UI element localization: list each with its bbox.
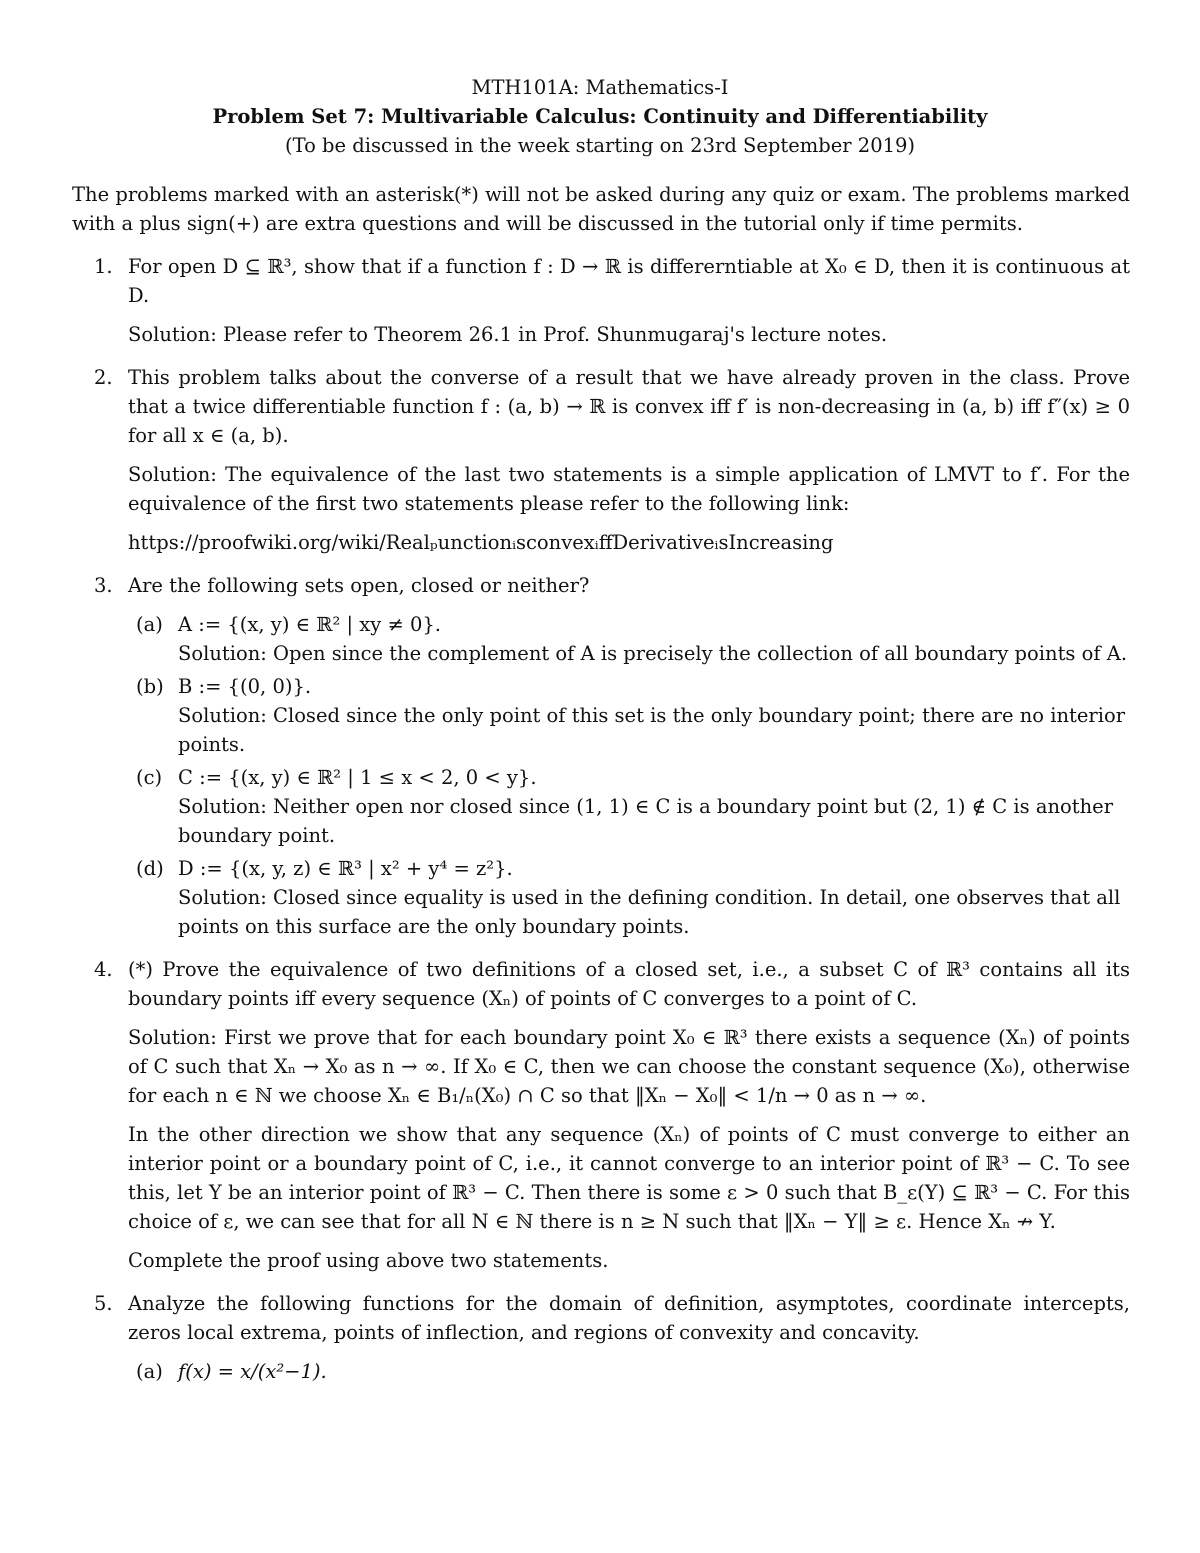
subpart-list: [128, 610, 1130, 941]
problem-list: [72, 252, 1130, 1400]
problem-statement: For open D ⊆ ℝ³, show that if a function f : D → ℝ is differerntiable at X₀ ∈ D, then it is continuous at D.: [128, 255, 1130, 307]
problem-number: 3.: [94, 574, 113, 597]
subpart-list: [128, 1357, 1130, 1386]
problem-number: 4.: [94, 958, 113, 981]
subpart-c: [128, 763, 1130, 850]
subpart-label: (c): [136, 766, 163, 789]
subpart-solution: Solution: Neither open nor closed since (1, 1) ∈ C is a boundary point but (2, 1) ∉ C is another boundary point.: [178, 795, 1114, 847]
problem-solution-part-3: Complete the proof using above two statements.: [128, 1249, 609, 1272]
problem-3: [72, 571, 1130, 941]
problem-solution-part-2: In the other direction we show that any sequence (Xₙ) of points of C must converge to either an interior point or a boundary point of C, i.e., it cannot converge to an interior point of ℝ³ − C. To see this, let Y be an interior point of ℝ³ − C. Then there is some ε > 0 such that B_ε(Y) ⊆ ℝ³ − C. For this choice of ε, we can see that for all N ∈ ℕ there is n ≥ N such that ‖Xₙ − Y‖ ≥ ε. Hence Xₙ ↛ Y.: [128, 1123, 1130, 1233]
problem-number: 1.: [94, 255, 113, 278]
problem-solution: Solution: The equivalence of the last two statements is a simple application of LMVT to f′. For the equivalence of the first two statements please refer to the following link:: [128, 463, 1130, 515]
problem-2: [72, 363, 1130, 557]
problem-number: 5.: [94, 1292, 113, 1315]
problem-statement: Analyze the following functions for the domain of definition, asymptotes, coordinate intercepts, zeros local extrema, points of inflection, and regions of convexity and concavity.: [128, 1292, 1130, 1344]
problem-5: [72, 1289, 1130, 1386]
subpart-solution: Solution: Open since the complement of A is precisely the collection of all boundary points of A.: [178, 642, 1128, 665]
problem-set-title: Problem Set 7: Multivariable Calculus: Continuity and Differentiability: [212, 105, 988, 128]
subpart-label: (a): [136, 613, 163, 636]
set-definition: C := {(x, y) ∈ ℝ² | 1 ≤ x < 2, 0 < y}.: [178, 766, 537, 789]
intro-paragraph: The problems marked with an asterisk(*) will not be asked during any quiz or exam. The problems marked with a plus sign(+) are extra questions and will be discussed in the tutorial only if time permits.: [72, 183, 1130, 235]
subpart-label: (b): [136, 675, 164, 698]
problem-solution: Solution: Please refer to Theorem 26.1 in Prof. Shunmugaraj's lecture notes.: [128, 323, 888, 346]
subpart-label: (d): [136, 857, 164, 880]
problem-statement: This problem talks about the converse of a result that we have already proven in the class. Prove that a twice differentiable function f : (a, b) → ℝ is convex iff f′ is non-decreasing in (a, b) iff f″(x) ≥ 0 for all x ∈ (a, b).: [128, 366, 1130, 447]
problem-1: [72, 252, 1130, 349]
function-definition: f(x) = x/(x²−1).: [178, 1360, 327, 1383]
subpart-a: [128, 610, 1130, 668]
course-title: MTH101A: Mathematics-I: [471, 76, 729, 99]
subpart-solution: Solution: Closed since the only point of this set is the only boundary point; there are no interior points.: [178, 704, 1126, 756]
solution-link[interactable]: https://proofwiki.org/wiki/RealₚunctionᵢsconvexᵢffDerivativeᵢsIncreasing: [128, 531, 834, 554]
problem-4: [72, 955, 1130, 1275]
set-definition: D := {(x, y, z) ∈ ℝ³ | x² + y⁴ = z²}.: [178, 857, 513, 880]
set-definition: A := {(x, y) ∈ ℝ² | xy ≠ 0}.: [178, 613, 442, 636]
problem-solution: Solution: First we prove that for each boundary point X₀ ∈ ℝ³ there exists a sequence (Xₙ) of points of C such that Xₙ → X₀ as n → ∞. If X₀ ∈ C, then we can choose the constant sequence (X₀), otherwise for each n ∈ ℕ we choose Xₙ ∈ B₁/ₙ(X₀) ∩ C so that ‖Xₙ − X₀‖ < 1/n → 0 as n → ∞.: [128, 1026, 1130, 1107]
subpart-solution: Solution: Closed since equality is used in the defining condition. In detail, one observes that all points on this surface are the only boundary points.: [178, 886, 1121, 938]
subpart-d: [128, 854, 1130, 941]
set-definition: B := {(0, 0)}.: [178, 675, 312, 698]
document-header: [0, 73, 1200, 160]
subpart-a: [128, 1357, 1130, 1386]
date-note: (To be discussed in the week starting on 23rd September 2019): [284, 134, 916, 157]
subpart-label: (a): [136, 1360, 163, 1383]
problem-number: 2.: [94, 366, 113, 389]
problem-statement: Are the following sets open, closed or neither?: [128, 574, 590, 597]
subpart-b: [128, 672, 1130, 759]
problem-statement: (*) Prove the equivalence of two definitions of a closed set, i.e., a subset C of ℝ³ contains all its boundary points iff every sequence (Xₙ) of points of C converges to a point of C.: [128, 958, 1130, 1010]
